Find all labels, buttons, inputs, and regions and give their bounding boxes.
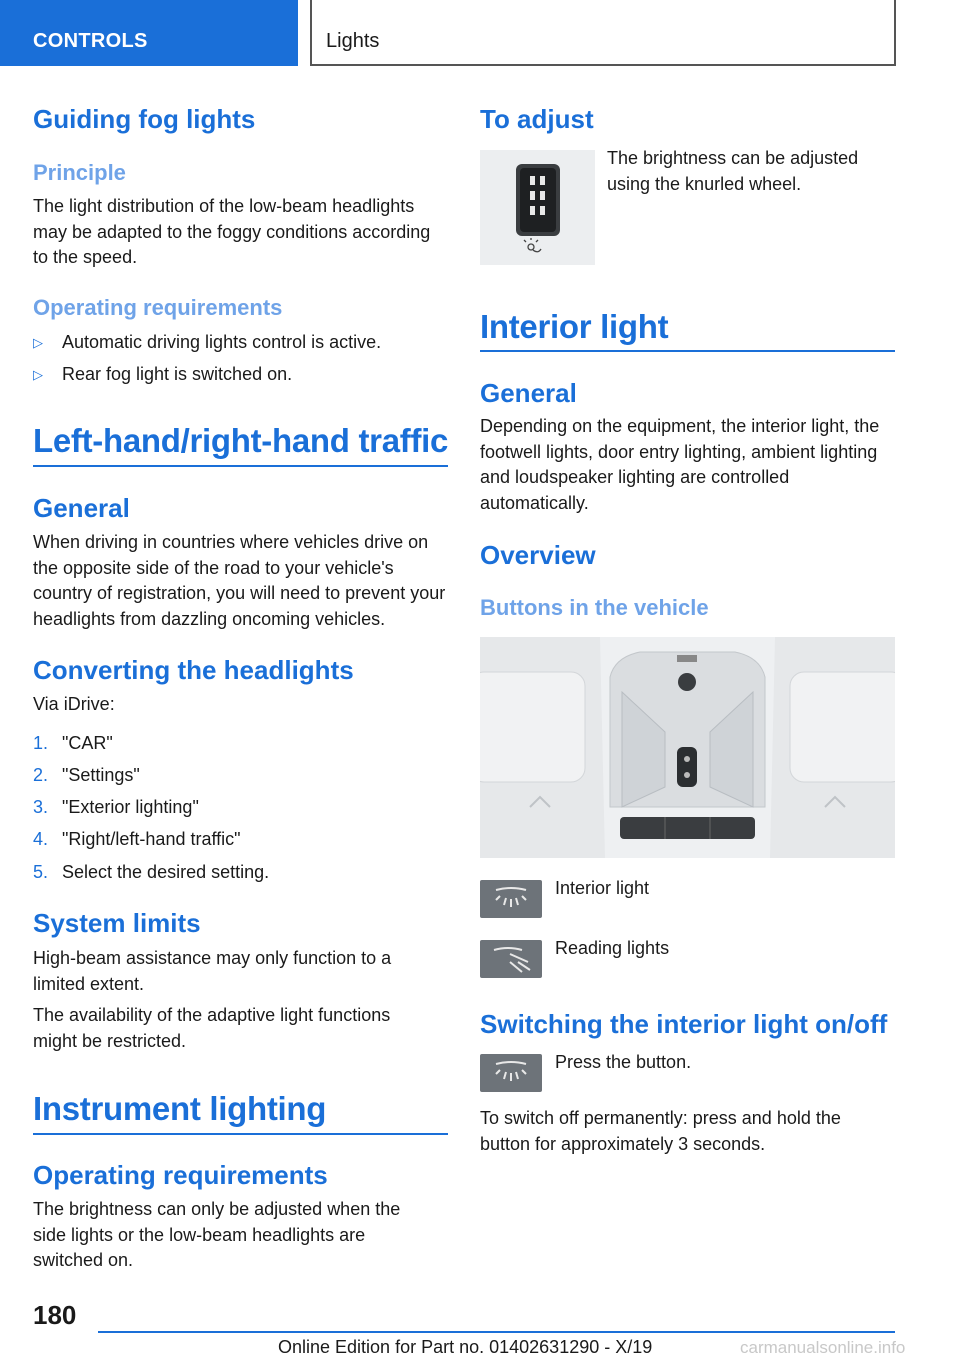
triangle-bullet-icon: ▷ — [33, 367, 43, 382]
heading-overview: Overview — [480, 540, 596, 570]
heading-operating-requirements: Operating requirements — [33, 295, 283, 320]
page-header — [0, 0, 960, 66]
heading-interior-light: Interior light — [480, 308, 669, 345]
limits-text-1: High-beam assistance may only function to a limited extent. — [33, 948, 392, 994]
heading-fog-lights: Guiding fog lights — [33, 104, 256, 134]
heading-general: General — [33, 493, 130, 523]
heading-to-adjust: To adjust — [480, 104, 594, 134]
reading-lights-label: Reading lights — [555, 938, 670, 958]
heading-buttons-in-vehicle: Buttons in the vehicle — [480, 595, 709, 620]
reading-lights-button-icon — [480, 940, 542, 978]
heading-principle: Principle — [33, 160, 126, 185]
switch-off-text: To switch off permanently: press and hold the button for approximately 3 seconds. — [480, 1108, 841, 1154]
chapter-title: Lights — [310, 0, 896, 66]
interior-light-button-icon — [480, 1054, 542, 1092]
interior-light-button-icon — [480, 880, 542, 918]
limits-text-2: The availability of the adaptive light functions might be restricted. — [33, 1005, 391, 1051]
heading-switching: Switching the interior light on/off — [480, 1009, 888, 1039]
section-tab: CONTROLS — [0, 0, 298, 66]
convert-intro: Via iDrive: — [33, 694, 115, 714]
heading-system-limits: System limits — [33, 908, 201, 938]
footer-rule — [98, 1331, 895, 1333]
watermark: carmanualsonline.info — [740, 1338, 906, 1357]
heading-rule — [33, 465, 448, 467]
heading-rule — [480, 350, 895, 352]
instrument-operating-text: The brightness can only be adjusted when the side lights or the low-beam headlights are switched on. — [33, 1199, 401, 1270]
heading-instrument-operating: Operating requirements — [33, 1160, 328, 1190]
edition-text: Online Edition for Part no. 01402631290 - X/19 — [278, 1337, 653, 1357]
page-number: 180 — [33, 1300, 77, 1330]
heading-traffic: Left-hand/right-hand traffic — [33, 422, 449, 459]
heading-rule — [33, 1133, 448, 1135]
ceiling-console-image — [480, 637, 895, 858]
knurled-wheel-image — [480, 150, 595, 265]
triangle-bullet-icon: ▷ — [33, 335, 43, 350]
interior-general-text: Depending on the equipment, the interior light, the footwell lights, door entry lighting, ambient lighting and loudspeaker lighting are controlled automatically. — [480, 416, 880, 513]
press-button-text: Press the button. — [555, 1052, 692, 1072]
interior-light-label: Interior light — [555, 878, 650, 898]
general-text: When driving in countries where vehicles drive on the opposite side of the road to your vehicle's country of registration, you will need to prevent your headlights from dazzling oncoming vehicles. — [33, 532, 446, 629]
heading-instrument-lighting: Instrument lighting — [33, 1090, 327, 1127]
heading-general-interior: General — [480, 378, 577, 408]
adjust-text: The brightness can be adjusted using the knurled wheel. — [607, 148, 859, 194]
heading-converting: Converting the headlights — [33, 655, 354, 685]
principle-text: The light distribution of the low-beam headlights may be adapted to the foggy conditions according to the speed. — [33, 196, 431, 267]
